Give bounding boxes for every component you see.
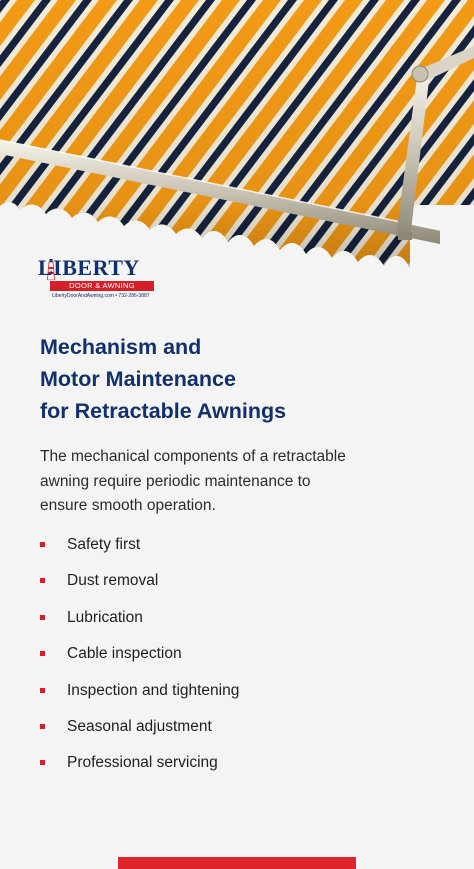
list-item-label: Cable inspection xyxy=(67,645,182,663)
list-item xyxy=(40,715,440,751)
intro-paragraph xyxy=(40,445,440,519)
intro-line: ensure smooth operation. xyxy=(40,497,216,514)
list-item xyxy=(40,642,440,678)
logo-url: LibertyDoorAndAwning.com • 732-286-3887 xyxy=(52,293,150,299)
bullet-square-icon xyxy=(40,651,45,656)
awning-photo xyxy=(0,0,474,290)
bullet-square-icon xyxy=(40,615,45,620)
list-item xyxy=(40,606,440,642)
bullet-square-icon xyxy=(40,578,45,583)
list-item xyxy=(40,679,440,715)
list-item-label: Dust removal xyxy=(67,572,159,590)
bullet-square-icon xyxy=(40,542,45,547)
title-line: Mechanism and xyxy=(40,335,202,359)
title-line: Motor Maintenance xyxy=(40,367,236,391)
title-line: for Retractable Awnings xyxy=(40,399,287,423)
bullet-square-icon xyxy=(40,724,45,729)
list-item-label: Professional servicing xyxy=(67,754,218,772)
accent-bar xyxy=(118,857,356,869)
list-item xyxy=(40,569,440,605)
list-item-label: Lubrication xyxy=(67,608,143,626)
bullet-square-icon xyxy=(40,760,45,765)
logo-wordmark: LIBERTY xyxy=(38,255,140,280)
list-item xyxy=(40,533,440,569)
list-item-label: Safety first xyxy=(67,536,141,553)
list-item-label: Inspection and tightening xyxy=(67,681,240,699)
awning-fabric xyxy=(0,0,474,290)
intro-line: awning require periodic maintenance to xyxy=(40,472,311,490)
intro-line: The mechanical components of a retractable xyxy=(40,448,346,465)
liberty-logo xyxy=(38,256,156,306)
page-title xyxy=(40,331,440,427)
list-item xyxy=(40,751,440,787)
bullet-square-icon xyxy=(40,688,45,693)
maintenance-list xyxy=(40,533,440,788)
list-item-label: Seasonal adjustment xyxy=(67,717,212,735)
logo-tagline: DOOR & AWNING xyxy=(50,281,154,291)
